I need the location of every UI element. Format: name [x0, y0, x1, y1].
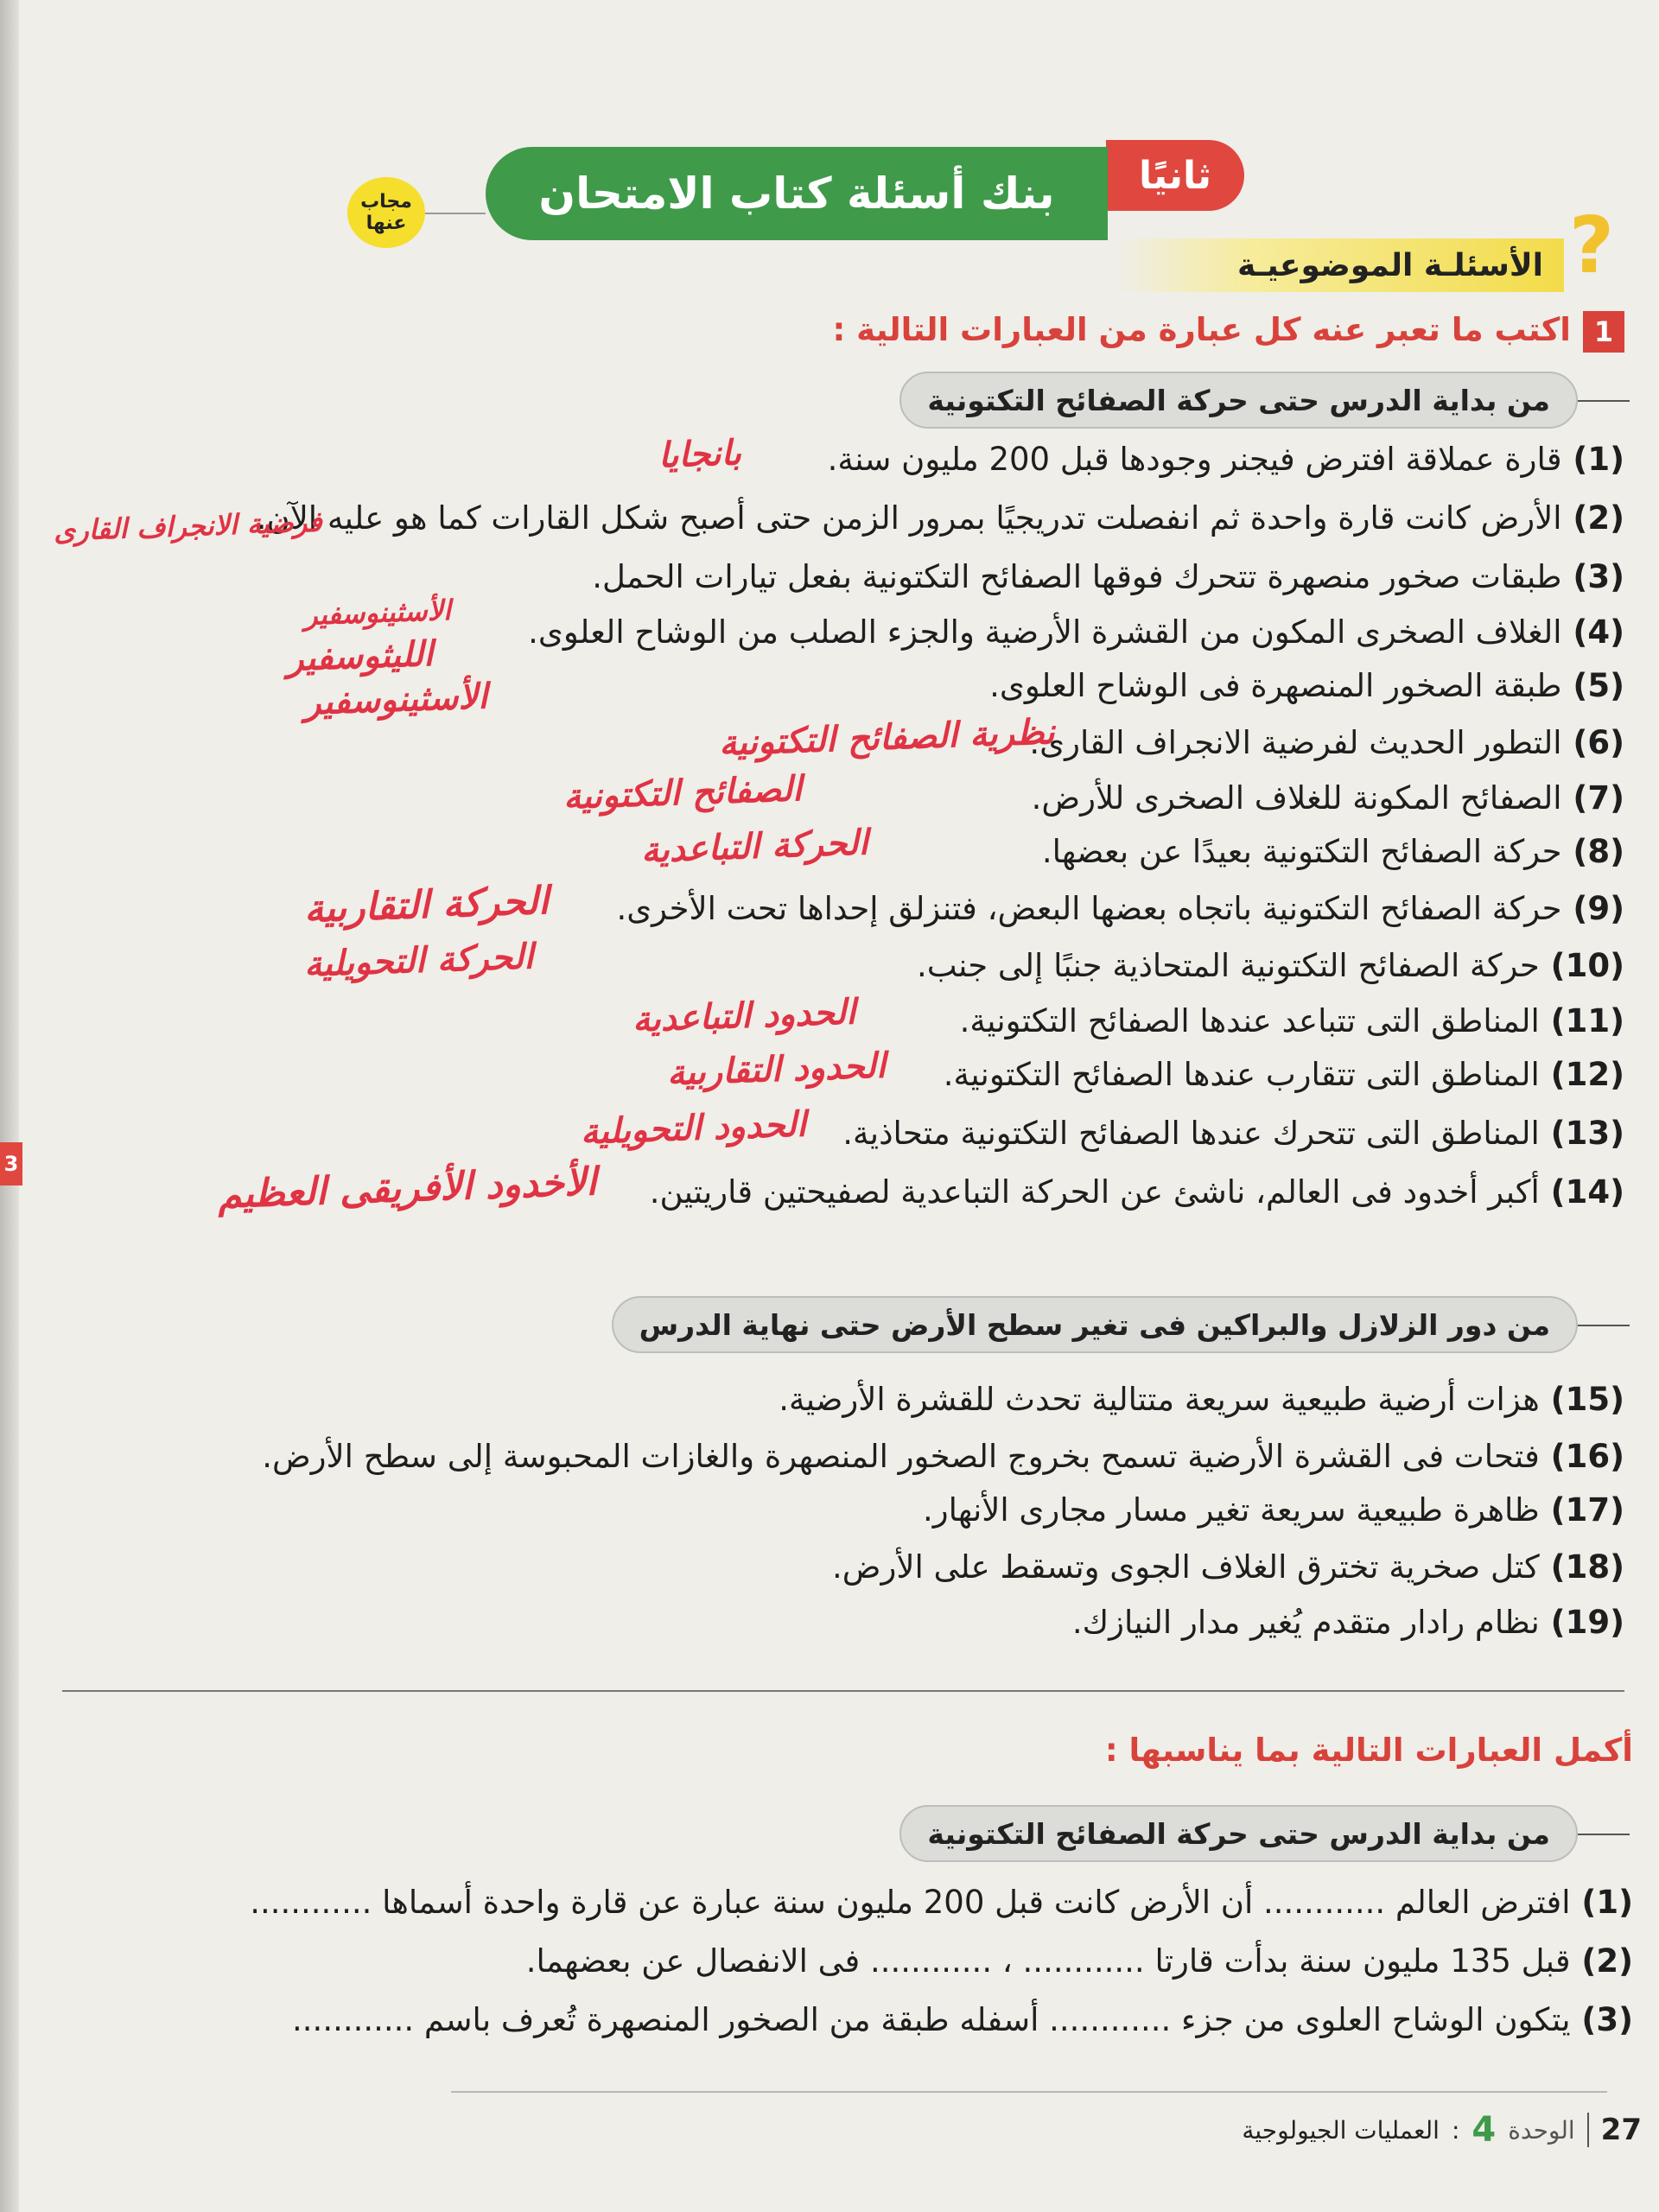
- question-item: [650, 1173, 1624, 1211]
- handwritten-answer: الليثوسفير: [286, 633, 435, 679]
- item-text: الغلاف الصخرى المكون من القشرة الأرضية والجزء الصلب من الوشاح العلوى.: [528, 613, 1562, 651]
- question-item: [262, 1438, 1624, 1475]
- item-text: قبل 135 مليون سنة بدأت قارتا ............ ، ............ فى الانفصال عن بعضهما.: [525, 1942, 1571, 1980]
- page-gutter-shadow: [0, 0, 19, 2212]
- item-text: كتل صخرية تخترق الغلاف الجوى وتسقط على الأرض.: [832, 1548, 1540, 1586]
- item-number: (12): [1550, 1056, 1624, 1093]
- handwritten-answer: الصفائح التكتونية: [563, 768, 803, 817]
- item-text: التطور الحديث لفرضية الانجراف القارى.: [1029, 724, 1562, 761]
- item-text: حركة الصفائح التكتونية بعيدًا عن بعضها.: [1041, 833, 1562, 870]
- question-item: [923, 1491, 1624, 1529]
- item-text: طبقات صخور منصهرة تتحرك فوقها الصفائح التكتونية بفعل تيارات الحمل.: [592, 558, 1562, 595]
- question-item: [917, 947, 1624, 984]
- item-number: (2): [1581, 1942, 1633, 1980]
- page-title: بنك أسئلة كتاب الامتحان: [486, 147, 1108, 240]
- question-item: [1072, 1604, 1624, 1641]
- badge-connector: [425, 213, 486, 214]
- question-item: [257, 499, 1624, 537]
- item-number: (9): [1573, 890, 1624, 927]
- divider: [62, 1690, 1624, 1692]
- subsection-pill: من بداية الدرس حتى حركة الصفائح التكتونية: [899, 1805, 1578, 1862]
- question-item: [828, 441, 1624, 478]
- item-number: (2): [1573, 499, 1624, 537]
- handwritten-answer: الحدود التحويلية: [580, 1103, 807, 1153]
- item-text: فتحات فى القشرة الأرضية تسمح بخروج الصخور المنصهرة والغازات المحبوسة إلى سطح الأرض.: [262, 1438, 1540, 1475]
- subsection-pill: من دور الزلازل والبراكين فى تغير سطح الأرض حتى نهاية الدرس: [612, 1296, 1578, 1353]
- handwritten-answer: الأخدود الأفريقى العظيم: [217, 1160, 598, 1217]
- question-item: [842, 1115, 1624, 1152]
- item-number: (10): [1550, 947, 1624, 984]
- item-text: المناطق التى تتباعد عندها الصفائح التكتونية.: [959, 1002, 1540, 1039]
- item-text: حركة الصفائح التكتونية باتجاه بعضها البعض، فتنزلق إحداها تحت الأخرى.: [616, 890, 1562, 927]
- page-number: 27: [1587, 2113, 1642, 2147]
- item-text: المناطق التى تتقارب عندها الصفائح التكتونية.: [943, 1056, 1540, 1093]
- textbook-page: [19, 0, 1659, 2212]
- item-text: الصفائح المكونة للغلاف الصخرى للأرض.: [1031, 779, 1562, 817]
- question-item: [526, 1942, 1633, 1980]
- question-item: [944, 1056, 1624, 1093]
- section-label: ثانيًا: [1106, 140, 1244, 211]
- page-footer: [1242, 2108, 1642, 2152]
- unit-label: الوحدة: [1508, 2115, 1575, 2145]
- item-text: افترض العالم ............ أن الأرض كانت قبل 200 مليون سنة عبارة عن قارة واحدة أسماها ............: [250, 1884, 1571, 1921]
- item-number: (5): [1573, 667, 1624, 704]
- item-text: طبقة الصخور المنصهرة فى الوشاح العلوى.: [989, 667, 1562, 704]
- question-title: أكمل العبارات التالية بما يناسبها :: [1104, 1732, 1633, 1769]
- item-number: (16): [1550, 1438, 1624, 1475]
- unit-title: العمليات الجيولوجية: [1242, 2115, 1440, 2145]
- item-number: (15): [1550, 1381, 1624, 1418]
- question-item: [250, 1884, 1633, 1921]
- subsection-pill: من بداية الدرس حتى حركة الصفائح التكتونية: [899, 372, 1578, 429]
- item-number: (18): [1550, 1548, 1624, 1586]
- question-item: [616, 890, 1624, 927]
- handwritten-answer: الحدود التباعدية: [632, 991, 856, 1040]
- item-text: نظام رادار متقدم يُغير مدار النيازك.: [1071, 1604, 1540, 1641]
- item-text: الأرض كانت قارة واحدة ثم انفصلت تدريجيًا بمرور الزمن حتى أصبح شكل القارات كما هو عليه الآن.: [256, 499, 1562, 537]
- item-text: المناطق التى تتحرك عندها الصفائح التكتونية متحاذية.: [842, 1115, 1540, 1152]
- question-item: [292, 2001, 1633, 2038]
- question-item: [1029, 724, 1624, 761]
- item-number: (6): [1573, 724, 1624, 761]
- question-item: [989, 667, 1624, 704]
- item-number: (8): [1573, 833, 1624, 870]
- item-number: (19): [1550, 1604, 1624, 1641]
- item-number: (1): [1573, 441, 1624, 478]
- handwritten-answer: الأسثينوسفير: [303, 676, 488, 723]
- question-title: اكتب ما تعبر عنه كل عبارة من العبارات التالية :: [832, 311, 1571, 348]
- edge-tab: 3: [0, 1142, 22, 1185]
- item-number: (7): [1573, 779, 1624, 817]
- pill-connector: [1578, 400, 1630, 402]
- item-text: يتكون الوشاح العلوى من جزء ............ أسفله طبقة من الصخور المنصهرة تُعرف باسم ............: [292, 2001, 1571, 2038]
- item-text: قارة عملاقة افترض فيجنر وجودها قبل 200 مليون سنة.: [827, 441, 1562, 478]
- question-item: [960, 1002, 1624, 1039]
- handwritten-answer: الأسثينوسفير: [303, 594, 452, 632]
- question-mark-icon: ?: [1568, 200, 1615, 291]
- handwritten-answer: الحركة التحويلية: [303, 936, 535, 985]
- pill-connector: [1578, 1834, 1630, 1835]
- question-item: [1032, 779, 1624, 817]
- handwritten-answer: الحركة التقاربية: [303, 879, 550, 931]
- item-number: (3): [1581, 2001, 1633, 2038]
- item-number: (11): [1550, 1002, 1624, 1039]
- question-item: [779, 1381, 1624, 1418]
- item-number: (17): [1550, 1491, 1624, 1529]
- question-item: [832, 1548, 1624, 1586]
- question-item: [592, 558, 1624, 595]
- item-number: (13): [1550, 1115, 1624, 1152]
- answered-badge: مجاب عنها: [347, 177, 425, 248]
- handwritten-answer: بانجايا: [658, 432, 742, 476]
- handwritten-answer: الحدود التقاربية: [666, 1045, 887, 1094]
- item-number: (14): [1550, 1173, 1624, 1211]
- handwritten-answer: نظرية الصفائح التكتونية: [718, 711, 1056, 764]
- item-text: أكبر أخدود فى العالم، ناشئ عن الحركة التباعدية لصفيحتين قاريتين.: [649, 1173, 1540, 1211]
- handwritten-answer: فرضية الانجراف القارى: [53, 505, 323, 548]
- item-number: (3): [1573, 558, 1624, 595]
- item-text: حركة الصفائح التكتونية المتحاذية جنبًا إلى جنب.: [917, 947, 1540, 984]
- question-number-badge: 1: [1583, 311, 1624, 353]
- item-text: هزات أرضية طبيعية سريعة متتالية تحدث للقشرة الأرضية.: [779, 1381, 1540, 1418]
- footer-divider: [451, 2091, 1607, 2093]
- section-title: الأسئلـة الموضوعيـة: [1115, 238, 1564, 292]
- pill-connector: [1578, 1325, 1630, 1326]
- question-item: [1042, 833, 1624, 870]
- unit-number: 4: [1471, 2110, 1497, 2150]
- handwritten-answer: الحركة التباعدية: [640, 822, 869, 871]
- item-number: (4): [1573, 613, 1624, 651]
- item-text: ظاهرة طبيعية سريعة تغير مسار مجارى الأنهار.: [922, 1491, 1540, 1529]
- footer-colon: :: [1451, 2115, 1460, 2145]
- item-number: (1): [1581, 1884, 1633, 1921]
- question-item: [528, 613, 1624, 651]
